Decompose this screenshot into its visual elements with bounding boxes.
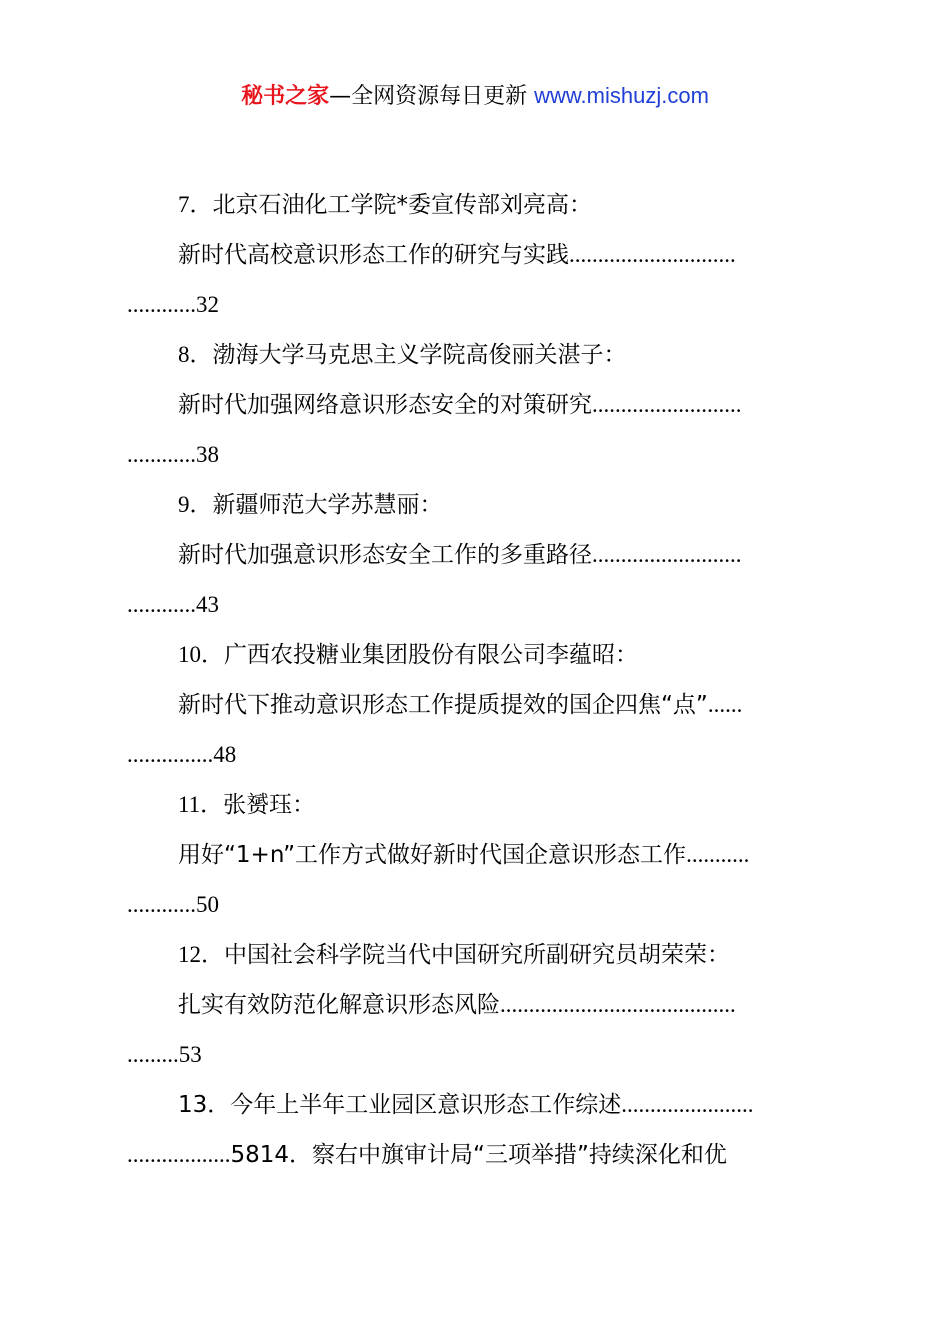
page-number: 38 <box>196 442 219 467</box>
leader-dots: .................. <box>127 1142 231 1167</box>
toc-entry-page-line <box>127 880 832 930</box>
entry-author: 渤海大学马克思主义学院高俊丽关湛子： <box>212 342 627 368</box>
toc-entry-page-line <box>127 730 832 780</box>
page-number: 53 <box>178 1042 202 1067</box>
entry-title: 新时代加强网络意识形态安全的对策研究 <box>178 392 592 418</box>
page-number: 50 <box>196 892 219 917</box>
entry-title: 用好“1+n”工作方式做好新时代国企意识形态工作 <box>178 842 687 868</box>
leader-dots: ............ <box>127 592 196 617</box>
leader-dots: ......... <box>127 1042 179 1067</box>
toc-entry-page-line <box>127 430 832 480</box>
entry-title: 扎实有效防范化解意识形态风险 <box>178 992 500 1018</box>
toc-entry-title[interactable] <box>127 830 832 880</box>
toc-entry-author <box>127 630 832 680</box>
entry-number: 7． <box>178 192 213 217</box>
entry-author: 北京石油化工学院*委宣传部刘亮高： <box>212 192 592 218</box>
entry-author: 广西农投糖业集团股份有限公司李蕴昭： <box>224 642 638 668</box>
leader-dots: ......................................... <box>500 992 736 1017</box>
site-url-link[interactable]: www.mishuzj.com <box>534 83 709 108</box>
toc-entry-author <box>127 930 832 980</box>
site-brand: 秘书之家 <box>241 84 330 109</box>
entry-number: 12． <box>178 942 224 967</box>
toc-entry-title[interactable] <box>127 230 832 280</box>
site-tagline: —全网资源每日更新 <box>329 84 535 109</box>
toc-entry-title[interactable] <box>127 680 832 730</box>
toc-entry-page-line <box>127 580 832 630</box>
toc-entry-author <box>127 480 832 530</box>
toc-entry-page-line <box>127 1030 832 1080</box>
toc-entry-title[interactable] <box>127 980 832 1030</box>
leader-dots: ........... <box>686 842 750 867</box>
toc-entry-page-line <box>127 1130 832 1180</box>
entry-number: 9． <box>178 492 213 517</box>
leader-dots: ............... <box>127 742 214 767</box>
page-number: 48 <box>213 742 237 767</box>
entry-title: 新时代下推动意识形态工作提质提效的国企四焦“点” <box>178 692 708 718</box>
page-number: 43 <box>196 592 219 617</box>
toc-entry-title[interactable] <box>127 1080 832 1130</box>
page-number: 32 <box>196 292 219 317</box>
table-of-contents <box>127 180 832 1180</box>
leader-dots: ....................... <box>621 1092 754 1117</box>
toc-entry-title[interactable] <box>127 530 832 580</box>
entry-title: 13．今年上半年工业园区意识形态工作综述 <box>178 1092 622 1118</box>
leader-dots: .......................... <box>592 542 742 567</box>
leader-dots: ............ <box>127 292 196 317</box>
toc-entry-title[interactable] <box>127 380 832 430</box>
entry-title: 新时代加强意识形态安全工作的多重路径 <box>178 542 592 568</box>
page-header <box>0 80 950 113</box>
entry-number: 8． <box>178 342 213 367</box>
toc-entry-author <box>127 780 832 830</box>
leader-dots: ............ <box>127 442 196 467</box>
toc-entry-author <box>127 180 832 230</box>
leader-dots: ............ <box>127 892 196 917</box>
entry-title: 新时代高校意识形态工作的研究与实践 <box>178 242 569 268</box>
toc-entry-author <box>127 330 832 380</box>
entry-author: 新疆师范大学苏慧丽： <box>212 492 443 518</box>
leader-dots: .......................... <box>592 392 742 417</box>
leader-dots: ...... <box>707 692 743 717</box>
entry-number: 11． <box>178 792 224 817</box>
leader-dots: ............................. <box>569 242 736 267</box>
entry-number: 10． <box>178 642 224 667</box>
entry-run-on-text: 5814．察右中旗审计局“三项举措”持续深化和优 <box>230 1142 727 1168</box>
toc-entry-page-line <box>127 280 832 330</box>
entry-author: 张赟珏： <box>223 792 316 818</box>
entry-author: 中国社会科学院当代中国研究所副研究员胡荣荣： <box>224 942 730 968</box>
